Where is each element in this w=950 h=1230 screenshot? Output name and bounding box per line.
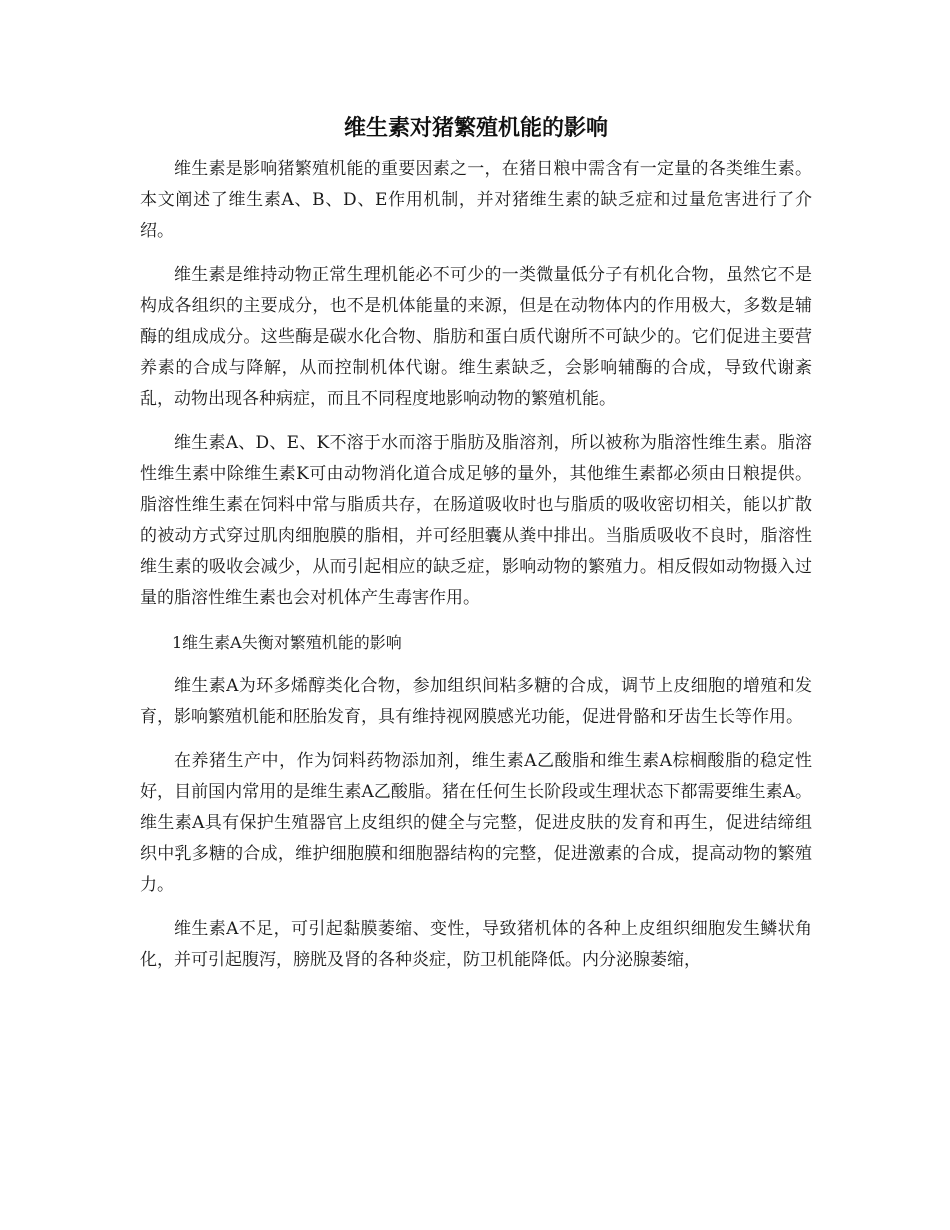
document-title: 维生素对猪繁殖机能的影响 — [343, 115, 608, 141]
section-1-heading: 1维生素A失衡对繁殖机能的影响 — [172, 633, 402, 652]
section-1-paragraph-1: 维生素A为环多烯醇类化合物，参加组织间粘多糖的合成，调节上皮细胞的增殖和发育，影响繁殖机能和胚胎发育，具有维持视网膜感光功能，促进骨骼和牙齿生长等作用。 — [140, 676, 812, 727]
abstract-paragraph: 维生素是影响猪繁殖机能的重要因素之一，在猪日粮中需含有一定量的各类维生素。本文阐述了维生素A、B、D、E作用机制，并对猪维生素的缺乏症和过量危害进行了介绍。 — [140, 159, 812, 241]
intro-paragraph: 维生素是维持动物正常生理机能必不可少的一类微量低分子有机化合物，虽然它不是构成各组织的主要成分，也不是机体能量的来源，但是在动物体内的作用极大，多数是辅酶的组成成分。这些酶是碳水化合物、脂肪和蛋白质代谢所不可缺少的。它们促进主要营养素的合成与降解，从而控制机体代谢。维生素缺乏，会影响辅酶的合成，导致代谢紊乱，动物出现各种病症，而且不同程度地影响动物的繁殖机能。 — [140, 265, 812, 409]
document-body — [140, 108, 812, 989]
section-1-paragraph-3: 维生素A不足，可引起黏膜萎缩、变性，导致猪机体的各种上皮组织细胞发生鳞状角化，并可引起腹泻，膀胱及肾的各种炎症，防卫机能降低。内分泌腺萎缩， — [140, 919, 812, 970]
section-1-paragraph-2: 在养猪生产中，作为饲料药物添加剂，维生素A乙酸脂和维生素A棕榈酸脂的稳定性好，目前国内常用的是维生素A乙酸脂。猪在任何生长阶段或生理状态下都需要维生素A。维生素A具有保护生殖器官上皮组织的健全与完整，促进皮肤的发育和再生，促进结缔组织中乳多糖的合成，维护细胞膜和细胞器结构的完整，促进激素的合成，提高动物的繁殖力。 — [140, 751, 812, 895]
fat-soluble-paragraph: 维生素A、D、E、K不溶于水而溶于脂肪及脂溶剂，所以被称为脂溶性维生素。脂溶性维生素中除维生素K可由动物消化道合成足够的量外，其他维生素都必须由日粮提供。脂溶性维生素在饲料中常与脂质共存，在肠道吸收时也与脂质的吸收密切相关，能以扩散的被动方式穿过肌肉细胞膜的脂相，并可经胆囊从粪中排出。当脂质吸收不良时，脂溶性维生素的吸收会减少，从而引起相应的缺乏症，影响动物的繁殖力。相反假如动物摄入过量的脂溶性维生素也会对机体产生毒害作用。 — [140, 433, 812, 608]
